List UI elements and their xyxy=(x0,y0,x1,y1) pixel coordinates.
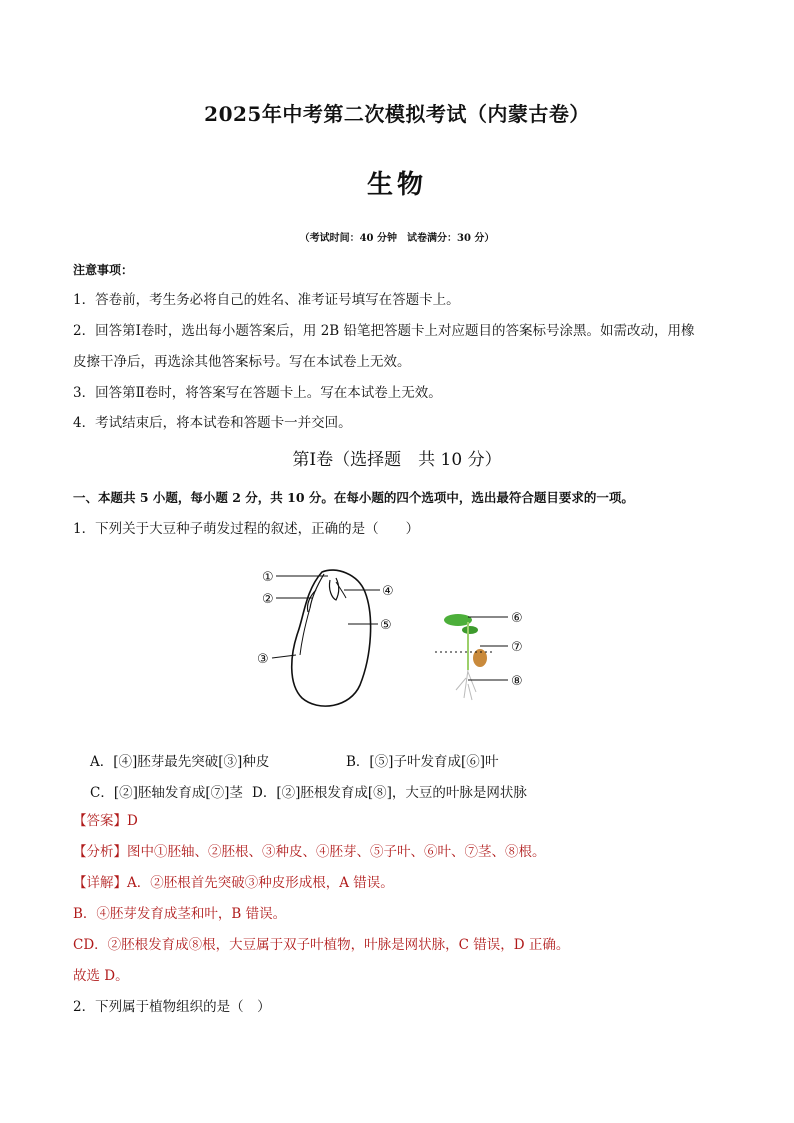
analysis-text: 图中①胚轴、②胚根、③种皮、④胚芽、⑤子叶、⑥叶、⑦茎、⑧根。 xyxy=(127,844,546,860)
option-d: D．[②]胚根发育成[⑧]，大豆的叶脉是网状脉 xyxy=(252,785,527,801)
question2-stem: 2．下列属于植物组织的是（ ） xyxy=(73,999,271,1015)
figure-label: ② xyxy=(262,592,274,607)
notes-item: 3．回答第Ⅱ卷时，将答案写在答题卡上。写在本试卷上无效。 xyxy=(73,385,442,401)
detail-label: 【详解】 xyxy=(73,875,127,891)
notes-title: 注意事项： xyxy=(73,263,134,277)
analysis-label: 【分析】 xyxy=(73,844,127,860)
seed-germination-figure xyxy=(240,560,550,720)
detail-cd: CD．②胚根发育成⑧根，大豆属于双子叶植物，叶脉是网状脉，C 错误，D 正确。 xyxy=(73,937,570,953)
section-instruction: 一、本题共 5 小题，每小题 2 分，共 10 分。在每小题的四个选项中，选出最符合题目要求的一项。 xyxy=(73,490,634,505)
detail-text: A．②胚根首先突破③种皮形成根，A 错误。 xyxy=(127,875,394,891)
figure-label: ⑤ xyxy=(380,618,392,633)
figure-label: ⑥ xyxy=(511,611,523,626)
figure-label: ⑧ xyxy=(511,674,523,689)
notes-item: 1．答卷前，考生务必将自己的姓名、准考证号填写在答题卡上。 xyxy=(73,292,460,308)
conclusion: 故选 D。 xyxy=(73,968,129,984)
answer-value: D xyxy=(127,813,138,829)
answer-label: 【答案】 xyxy=(73,813,127,829)
figure-label: ③ xyxy=(257,652,269,667)
exam-meta: （考试时间：40 分钟 试卷满分：30 分） xyxy=(299,233,495,244)
analysis-line xyxy=(73,843,546,861)
option-b: B．[⑤]子叶发育成[⑥]叶 xyxy=(346,754,499,770)
subject-title: 生物 xyxy=(366,170,427,200)
figure-label: ④ xyxy=(382,584,394,599)
figure-label: ① xyxy=(262,570,274,585)
seedling-diagram xyxy=(435,614,508,700)
section-title: 第Ⅰ卷（选择题 共 10 分） xyxy=(292,450,502,470)
exam-title: 2025年中考第二次模拟考试（内蒙古卷） xyxy=(204,102,590,126)
figure-label: ⑦ xyxy=(511,640,523,655)
notes-item: 4．考试结束后，将本试卷和答题卡一并交回。 xyxy=(73,415,352,431)
answer-line xyxy=(73,812,138,830)
notes-item: 2．回答第Ⅰ卷时，选出每小题答案后，用 2B 铅笔把答题卡上对应题目的答案标号涂黑。如需改动，用橡 xyxy=(73,323,695,339)
option-c: C．[②]胚轴发育成[⑦]茎 xyxy=(90,785,243,801)
detail-b: B．④胚芽发育成茎和叶，B 错误。 xyxy=(73,906,287,922)
notes-item: 皮擦干净后，再选涂其他答案标号。写在本试卷上无效。 xyxy=(73,354,411,370)
option-a: A．[④]胚芽最先突破[③]种皮 xyxy=(90,754,270,770)
question-stem: 1．下列关于大豆种子萌发过程的叙述，正确的是（ ） xyxy=(73,521,420,537)
detail-line xyxy=(73,874,394,892)
